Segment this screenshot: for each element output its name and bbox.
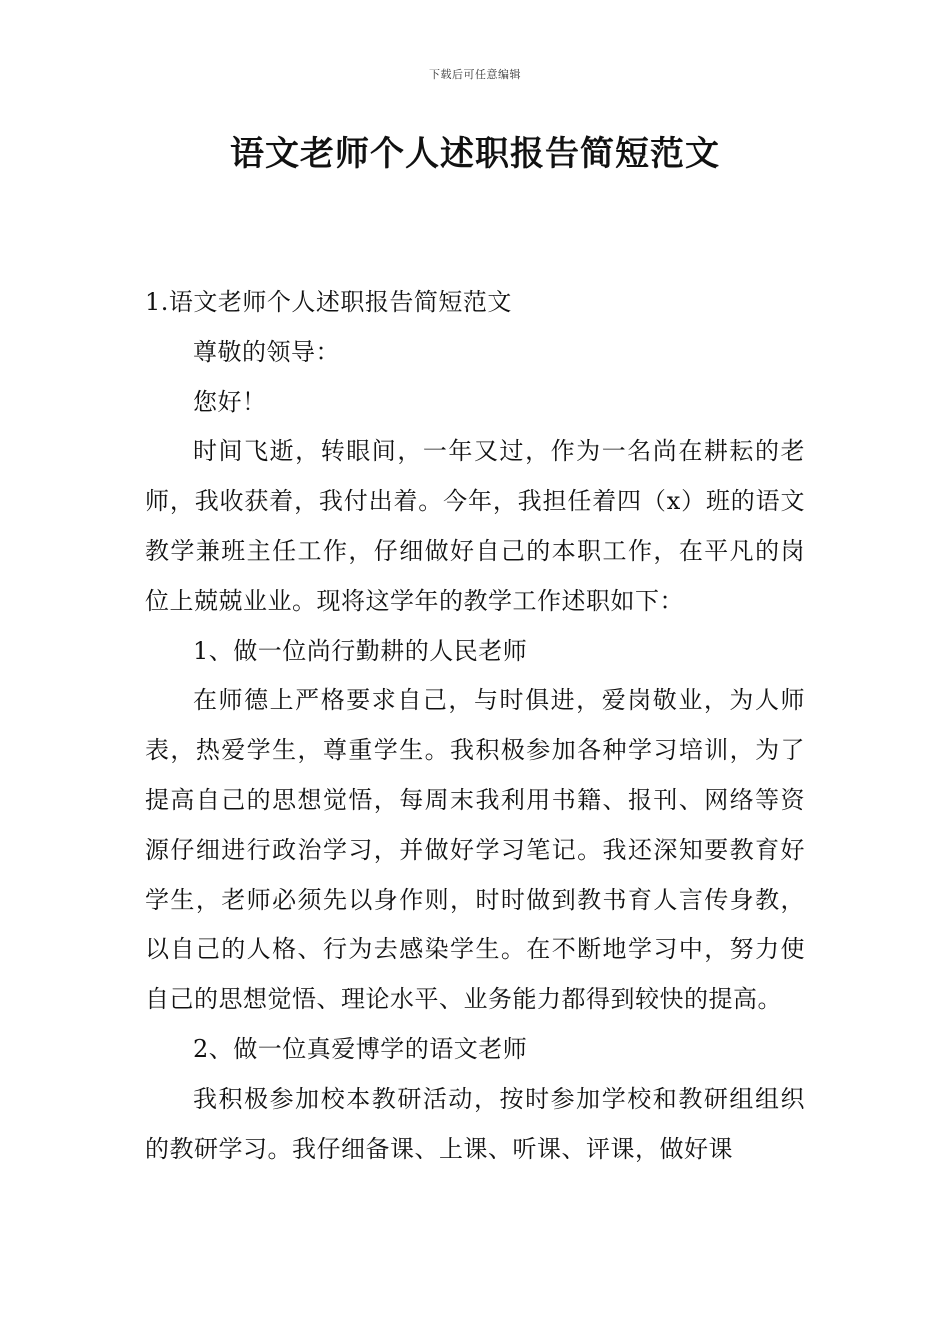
body-paragraph-2: 我积极参加校本教研活动，按时参加学校和教研组组织的教研学习。我仔细备课、上课、听课、评课，做好课 (145, 1084, 805, 1163)
section-heading: 1.语文老师个人述职报告简短范文 (145, 288, 512, 316)
document-body (145, 278, 805, 1174)
intro-paragraph: 时间飞逝，转眼间，一年又过，作为一名尚在耕耘的老师，我收获着，我付出着。今年，我担任着四（x）班的语文教学兼班主任工作，仔细做好自己的本职工作，在平凡的岗位上兢兢业业。现将这学年的教学工作述职如下： (145, 437, 805, 615)
subheading-2: 2、做一位真爱博学的语文老师 (193, 1034, 528, 1063)
salutation: 尊敬的领导： (193, 337, 340, 366)
subheading-1: 1、做一位尚行勤耕的人民老师 (193, 636, 528, 665)
greeting: 您好！ (193, 387, 267, 416)
document-title: 语文老师个人述职报告简短范文 (230, 134, 720, 174)
header-note: 下载后可任意编辑 (429, 68, 521, 81)
body-paragraph-1: 在师德上严格要求自己，与时俱进，爱岗敬业，为人师表，热爱学生，尊重学生。我积极参加各种学习培训，为了提高自己的思想觉悟，每周末我利用书籍、报刊、网络等资源仔细进行政治学习，并做好学习笔记。我还深知要教育好学生，老师必须先以身作则，时时做到教书育人言传身教，以自己的人格、行为去感染学生。在不断地学习中，努力使自己的思想觉悟、理论水平、业务能力都得到较快的提高。 (145, 686, 805, 1014)
